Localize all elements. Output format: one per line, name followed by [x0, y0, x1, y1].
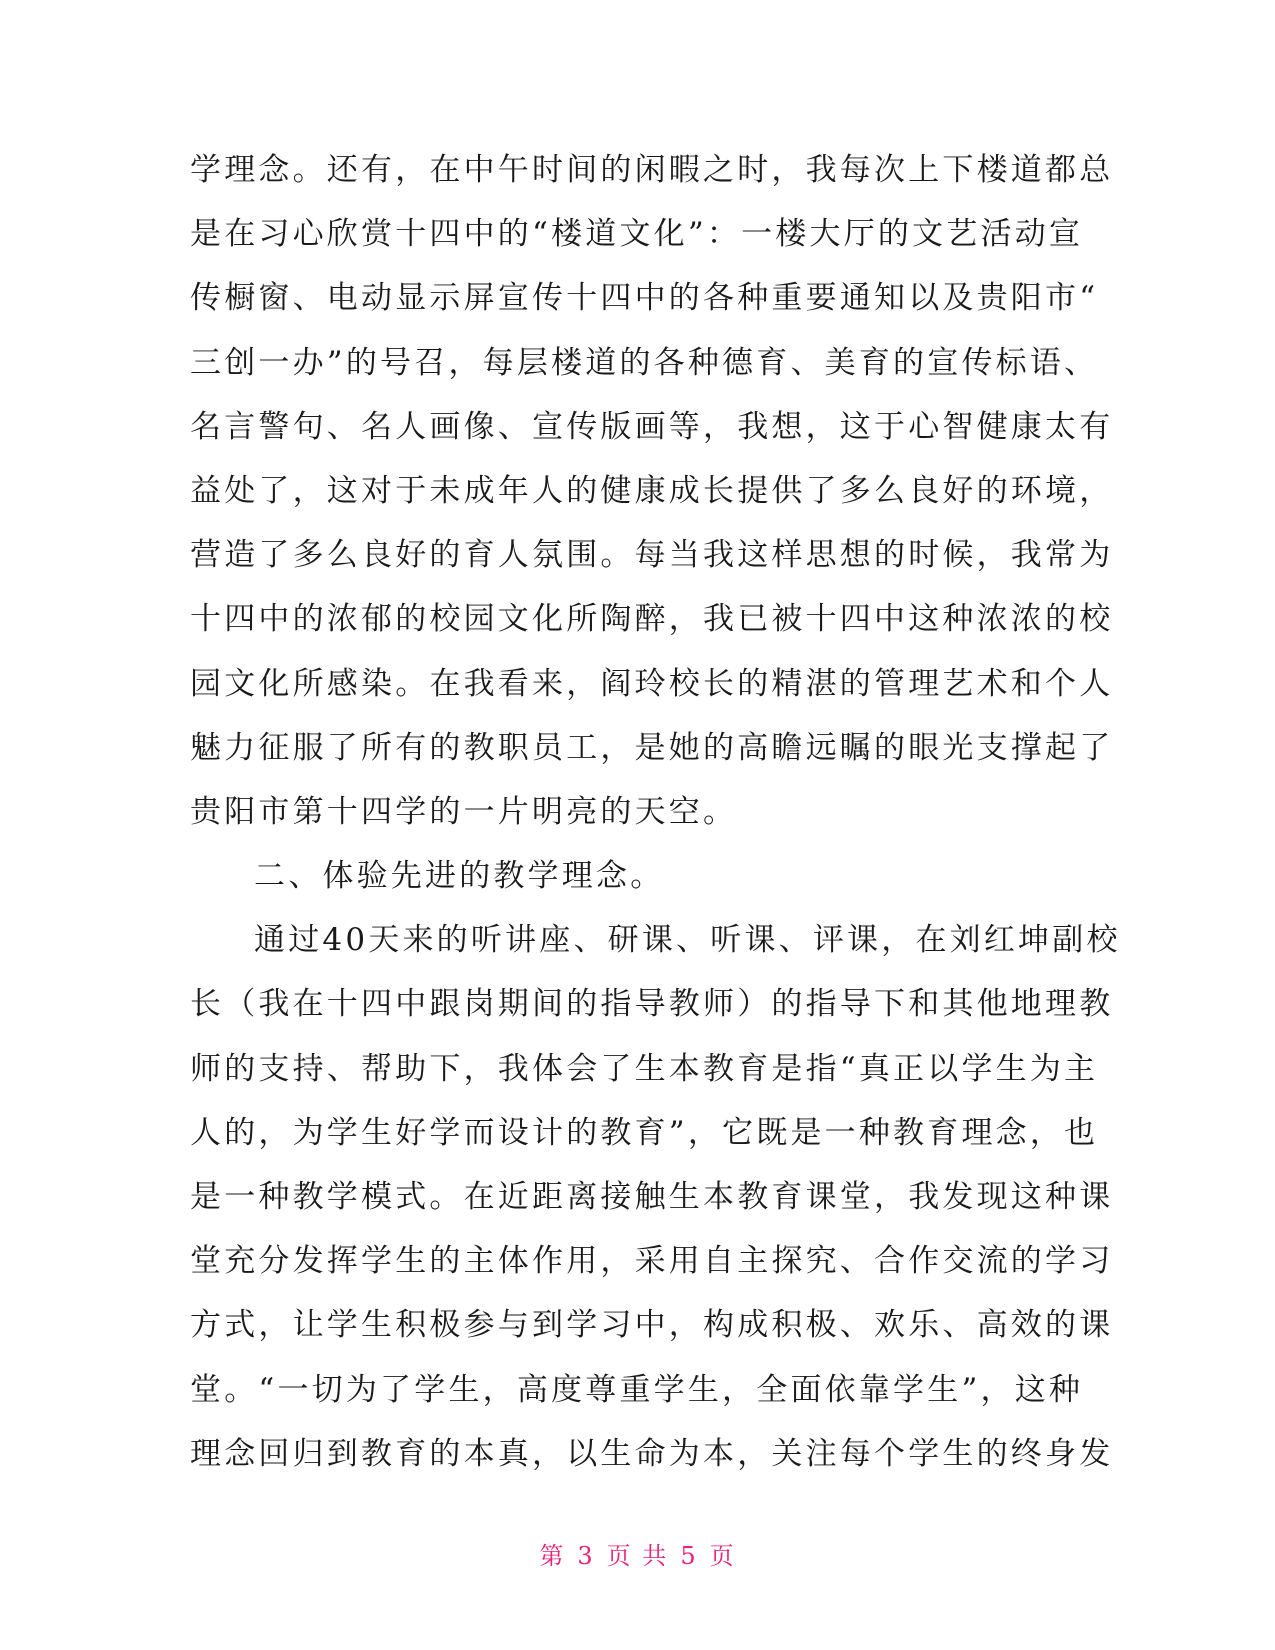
text-line: 传橱窗、电动显示屏宣传十四中的各种重要通知以及贵阳市“ — [190, 280, 1099, 317]
text-line: 师的支持、帮助下，我体会了生本教育是指“真正以学生为主 — [190, 1050, 1099, 1087]
text-line: 长（我在十四中跟岗期间的指导教师）的指导下和其他地理教 — [190, 986, 1114, 1023]
document-body — [190, 138, 1121, 1486]
footer-label-end: 页 — [709, 1542, 736, 1570]
text-line: 十四中的浓郁的校园文化所陶醉，我已被十四中这种浓浓的校 — [190, 601, 1114, 638]
text-line: 是在习心欣赏十四中的“楼道文化”：一楼大厅的文艺活动宣 — [190, 216, 1084, 253]
footer-label-of: 页 共 — [606, 1542, 669, 1570]
text-line: 益处了，这对于未成年人的健康成长提供了多么良好的环境， — [190, 472, 1114, 509]
section-heading: 二、体验先进的教学理念。 — [254, 858, 665, 895]
text-line: 三创一办”的号召，每层楼道的各种德育、美育的宣传标语、 — [190, 344, 1099, 381]
footer-label-page: 第 — [539, 1542, 566, 1570]
text-line: 园文化所感染。在我看来，阎玲校长的精湛的管理艺术和个人 — [190, 665, 1114, 702]
text-line: 堂充分发挥学生的主体作用，采用自主探究、合作交流的学习 — [190, 1243, 1114, 1280]
text-line: 堂。“一切为了学生，高度尊重学生，全面依靠学生”，这种 — [190, 1371, 1084, 1408]
text-line: 人的，为学生好学而设计的教育”，它既是一种教育理念，也 — [190, 1114, 1099, 1151]
page-number-footer — [0, 1536, 1275, 1571]
text-line: 是一种教学模式。在近距离接触生本教育课堂，我发现这种课 — [190, 1179, 1114, 1215]
text-line: 名言警句、名人画像、宣传版画等，我想，这于心智健康太有 — [190, 408, 1114, 445]
current-page-number: 3 — [577, 1542, 595, 1570]
text-line: 营造了多么良好的育人氛围。每当我这样思想的时候，我常为 — [190, 537, 1114, 574]
text-line: 学理念。还有，在中午时间的闲暇之时，我每次上下楼道都总 — [190, 152, 1114, 188]
text-line: 理念回归到教育的本真，以生命为本，关注每个学生的终身发 — [190, 1435, 1114, 1472]
text-line: 魅力征服了所有的教职员工，是她的高瞻远瞩的眼光支撑起了 — [190, 729, 1114, 766]
text-line: 方式，让学生积极参与到学习中，构成积极、欢乐、高效的课 — [190, 1307, 1114, 1344]
text-line: 贵阳市第十四学的一片明亮的天空。 — [190, 793, 738, 830]
paragraph-first-line: 通过40天来的听讲座、研课、听课、评课，在刘红坤副校 — [254, 922, 1121, 959]
total-pages-number: 5 — [680, 1542, 698, 1570]
